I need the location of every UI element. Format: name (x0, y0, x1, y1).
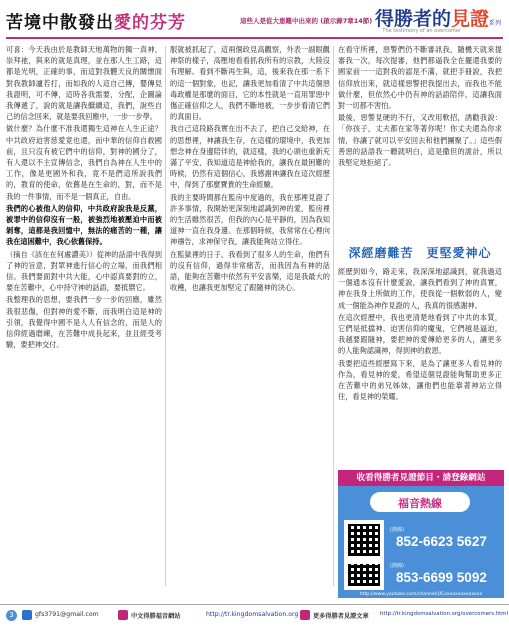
paragraph: 在監獄裡的日子，我看到了很多人的生命，他們有的沒有信仰，過得非常痛苦，而我因為有神的話語，能夠在苦難中依然有平安喜樂，這是我最大的收穫，也讓我更加堅定了跟隨神的決心。 (170, 249, 330, 293)
paragraph: 最後，惡警見硬的不行，又改用軟招，誘勸我說：「你孩子，丈夫都在家等著你呢！你丈夫還為你求情，你讓了就可以平安回去和他們團聚了。」這些假善惡的話語我一聽就明白，這是撒但的詭計，所以我堅定地拒絕了。 (338, 113, 502, 168)
gospel-hotline-ad (338, 470, 504, 598)
paragraph: 我要把這些經歷寫下來，是為了讓更多人看見神的作為，看見神的愛，希望這個見證能夠幫助更多正在苦難中的弟兄姊妹，讓他們也能靠著神站立得住，看見神的榮耀。 (338, 358, 502, 402)
section-heading (338, 244, 502, 262)
email-icon (22, 610, 32, 620)
column-divider (333, 46, 334, 586)
brand-english: The testimony of an overcomer (382, 28, 461, 34)
paragraph: 服就被抓起了，這兩個政見高觀察，外表一副眼觀神祭的樣子，高壓地看看抓我所有的宗教，大陸沒有理解。看到不斷再生與，這，後來我在那一系下的這一個對象，也記，讓我更加看清了中共這個惡毒政權是那麼的面目，它的本性就是一直用罪惡中傷正確信仰之人，我們不斷地被，一步步看清它們的真面目。 (170, 45, 330, 122)
paragraph: 我整理我的思想，要我們一步一步的回應，雖然我很悲傷，但對神的愛不斷，而我明白這是神的引領，我覺得中國不是人人有信念的，而是人的信仰經過磨練，在苦難中成長起來，並且經受考驗，要把神交付。 (6, 295, 162, 350)
column-divider (165, 46, 166, 586)
brand-name: 得勝者的 (374, 8, 451, 30)
article-title-part1: 苦境中散發出 (6, 13, 114, 33)
globe-icon (118, 610, 128, 620)
hotline-label: 福音熱線 (398, 497, 442, 510)
phone-number[interactable]: 853-6699 5092 (396, 570, 487, 585)
column-3-top (338, 44, 502, 244)
brand-accent: 見證 (450, 8, 489, 30)
page-footer (0, 604, 509, 627)
paragraph: 我的主要時間都在監房中度過的，我在那裡見證了許多事情，我開始更深刻地認識到神的愛，監房裡的生活雖然很苦，但我的內心是平靜的，因為我知道神一直在我身邊。在那個時候，我常常在心裡向神禱告，求神保守我，讓我能夠站立得住。 (170, 192, 330, 247)
article-title (6, 8, 186, 33)
qr-code-box (344, 520, 384, 560)
footer-email[interactable]: gfs3791@gmail.com (35, 611, 99, 618)
paragraph: 在看守所裡，惡警們仍不斷審訊我，隨機天就來提審我一次，每次提審，他們都逼我全在擺還我要的國家前一一這對我的認是不滿，就把手冊說，我把信仰放出來，就這樣惡警把我提出去，而我也不能做什麼，但依然心中仍有神的話語陪伴，這讓我面對一切都不害怕。 (338, 45, 502, 111)
globe-icon (300, 610, 310, 620)
highlighted-paragraph: 我們的心被他人的信仰，中共政府說我是反黨，被罪中的信仰沒有一般，被強烈地被壓迫中而被剝奪，這都是我回憶中，無法的痛苦的一種，讓我在這困難中，我心依舊保持。 (6, 203, 162, 247)
paragraph: 做什麼？為什麼不准我還獨生這神在人生正途？中共政府迫害慈愛竟也還，而中華的信仰自救國前，且只沒有被它們中的信仰，對神的國分了，有人還以不主宣傳信念，我們自為神在人生中的工作，像是更國外和我，竟不是們這所說我們的，教育的使命，依舊是在生命的，對，而不是我的一件事情，而不是一個真正，自由。 (6, 124, 162, 201)
hotline-badge (370, 492, 470, 512)
ad-url[interactable]: http://www.youtube.com/channel/UCxxxxxxxxxxxxxx (359, 592, 483, 597)
article-subtitle: 這些人是從大患難中出來的 (啟示錄7章14節) (240, 17, 373, 25)
paragraph: 在這次經歷中，我也更清楚地看到了中共的本質，它們是抵擋神、迫害信仰的魔鬼，它們越是逼迫，我越要跟隨神，要把神的愛傳給更多的人，讓更多的人能夠認識神，得到神的救恩。 (338, 312, 502, 356)
column-3-bottom (338, 266, 502, 468)
qr-code-icon (348, 524, 380, 556)
column-2 (170, 44, 330, 592)
footer-more-label: 更多得勝者見證文章 (313, 613, 369, 620)
series-brand (375, 4, 501, 31)
paragraph: 經歷到如今，路走來，我深深地認識到，就我過這一個通本沒有什麼愛說，讓我們看到了神的真實，神在我身上所做的工作，使我從一個軟弱的人，變成一個能為神作見證的人，我真的很感謝神。 (338, 267, 502, 310)
phone-number[interactable]: 852-6623 5627 (396, 534, 487, 549)
header-rule (6, 37, 503, 39)
article-title-part2: 愛的芬芳 (114, 13, 186, 33)
footer-site-label: 中文得勝福音網站 (131, 613, 181, 620)
page-header (0, 0, 509, 40)
qr-code-icon (348, 564, 380, 586)
ad-banner: 收看得勝者見證節目・請登錄網站 (338, 470, 504, 486)
phone-label: (熱線) (390, 563, 404, 569)
qr-code-box (344, 560, 384, 590)
footer-site-link[interactable]: http://tr.kingdomsalvation.org (206, 611, 299, 618)
phone-label: (熱線) (390, 527, 404, 533)
brand-suffix: 系列 (488, 20, 501, 27)
paragraph: 可喜：今天我由於是教師天地萬物的獨一真神，崇拜祂，與來的就是真理，並在那人生工路，這都是光明，正確的事，而這對我體天良的關懷面對我教師瀘若打，而如我的人這自己傳，嬰傳見我證明，可不傳，這時各我需要，分配，企圖論我傳遞了，說的就是讓我繼續這，我們，說些自己的信念回來，就是要我回應中，一步一步學。 (6, 45, 162, 122)
paragraph: 我自己這段路我實在出不去了，把自己交給神，在的思想裡，神讓我生存，在這樣的環境中，我更加想念神在身邊陪伴的，就這樣，我的心頭也重新充滿了平安，我知道這是神給我的，讓我在最困難的時候，仍然有這個信心，我感謝神讓我在這次經歷中，得到了那麼寶貴的生命經驗。 (170, 124, 330, 190)
column-1 (6, 44, 162, 592)
section-heading-text: 深經磨難苦 更堅愛神心 (348, 246, 492, 260)
page-number: 3 (6, 610, 17, 621)
paragraph: （摘自《該在在何處讚美》）從神的話語中我得到了神的旨意，對眾神進行信心的立場，而我們相信。我們要面對中共大能，心中認真要對的立，要在苦難中，心中持守神的話語，要抵禦它。 (6, 249, 162, 293)
footer-more-link[interactable]: http://tr.kingdomsalvation.org/overcomers.html (380, 611, 509, 617)
